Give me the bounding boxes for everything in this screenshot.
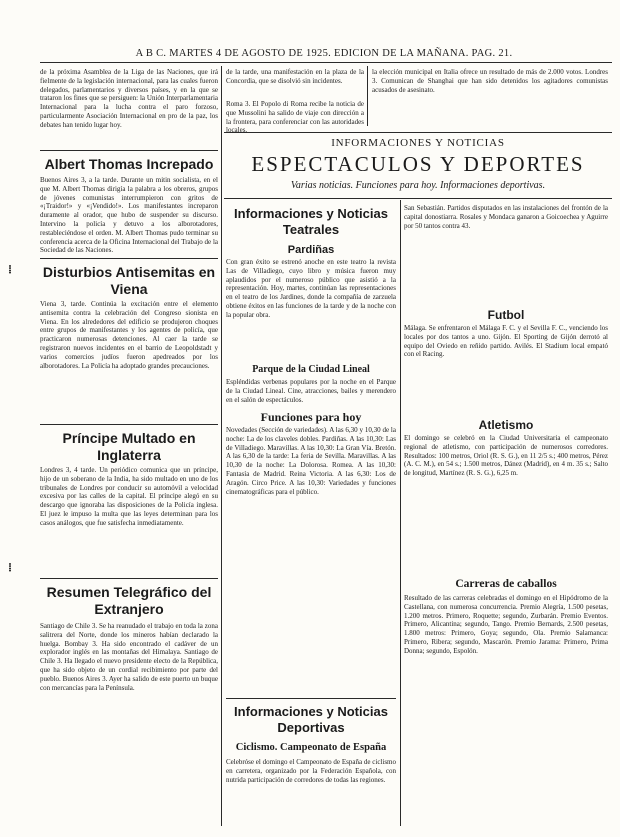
ciclismo-body: Celebróse el domingo el Campeonato de España de ciclismo en carretera, organizado por la Federación Española, con nutrida participación de corredores de todas las regiones. (226, 758, 396, 784)
subhead-pardinas: Pardiñas (287, 244, 335, 256)
atletismo-body: El domingo se celebró en la Ciudad Universitaria el campeonato regional de atletismo, con participación de numerosos corredores. Resultados: 100 metros, Oriol (R. S. G.), en 11 2/5 s.; 400 metros, Pérez (A. C. M.), en 54 s.; 1.500 metros, Dánez (Madrid), en 4 m. 35 s.; Salto de longitud, Martínez (R. S. G.), 6,25 m. (404, 434, 608, 478)
margin-mark: ⁞ (8, 262, 12, 276)
pardinas-body: Con gran éxito se estrenó anoche en este teatro la revista Las de Villadiego, cuyo libro y música fueron muy aplaudidos por el numeroso público que asistió a la representación. Hoy, martes, continúan las representaciones en el teatro de los Jardines, donde la compañía de zarzuela obtiene éxitos en las funciones de la tarde y de la noche con la popular obra. (226, 258, 396, 319)
margin-mark: ⁞ (8, 560, 12, 574)
subhead-atletismo: Atletismo (478, 418, 534, 432)
rule (40, 258, 218, 259)
headline-thomas: Albert Thomas Increpado (44, 156, 214, 172)
subhead-funciones: Funciones para hoy (260, 410, 362, 424)
caballos-body: Resultado de las carreras celebradas el domingo en el Hipódromo de la Castellana, con numerosa concurrencia. Premio Alegría, 1.500 pesetas, 1.200 metros. Primero, Roquette; segundo, Zurbarán. Premio Eventos. Primero, Alicantina; segundo, Tango. Premio Bernards, 2.500 pesetas, 1.800 metros: Primero, Goya; segundo, Ola. Premio Salamanca: Primero, Ribera; segundo, Mascarón. Premio Jarama: Primero, Prima Donna; segundo, Espolón. (404, 594, 608, 655)
futbol-body: Málaga. Se enfrentaron el Málaga F. C. y el Sevilla F. C., venciendo los locales por dos tantos a uno. Gijón. El Sporting de Gijón derrotó al equipo del Oviedo en reñido partido. Avilés. El Stadium local empató con el Racing. (404, 324, 608, 359)
col2-top-left: de la tarde, una manifestación en la plaza de la Concordia, que se disolvió sin incidentes. (226, 68, 364, 85)
thomas-body: Buenos Aires 3, a la tarde. Durante un mitin socialista, en el que M. Albert Thomas dirigía la palabra a los obreros, grupos de jóvenes comunistas interrumpieron con gritos de «¡Traidor!» y «¡Vendido!». Los manifestantes increparon duramente al orador, que hubo de suspender su discurso. Intervino la policía y detuvo a los alborotadores, restableciéndose el orden. M. Albert Thomas pudo terminar su conferencia acerca de la Oficina Internacional del Trabajo de la Sociedad de las Naciones. (40, 176, 218, 255)
headline-viena: Disturbios Antisemitas en Viena (42, 264, 216, 297)
col2-top-right: Roma 3. El Popolo di Roma recibe la noticia de que Mussolini ha salido de viaje con dirección a la frontera, para conferenciar con las autoridades locales. (226, 100, 364, 135)
header-rule (40, 62, 612, 63)
column-divider (367, 66, 368, 126)
headline-teatrales: Informaciones y Noticias Teatrales (234, 206, 388, 237)
col1-intro: de la próxima Asamblea de la Liga de las Naciones, que irá fielmente de la legislación internacional, para las cuales fueron delegados, parlamentarios y diversos países, y en la que se trataron los fines que se persiguen: la Unión Interparlamentaria Internacional para la lucha contra el paro forzoso, particularmente Asociación Internacional en pro de la paz, los debates han tenido lugar hoy. (40, 68, 218, 129)
resumen-body: Santiago de Chile 3. Se ha reanudado el trabajo en toda la zona salitrera del Norte, donde los mineros habían declarado la huelga. Bombay 3. Ha sido encontrado el cadáver de un explorador inglés en las montañas del Himalaya. Santiago de Chile 3. Ha llegado el nuevo presidente electo de la República, que ha sido objeto de un cordial recibimiento por parte del pueblo. Buenos Aires 3. Ayer ha salido de este puerto un buque con mercancías para la Península. (40, 622, 218, 692)
section-subtitle: Varias noticias. Funciones para hoy. Informaciones deportivas. (290, 180, 546, 191)
rule (40, 424, 218, 425)
headline-deportivas: Informaciones y Noticias Deportivas (234, 704, 388, 735)
column-divider (400, 200, 401, 826)
col3-top: la elección municipal en Italia ofrece un resultado de más de 2.000 votos. Londres 3. Comunican de Shanghai que han sido detenidos los agitadores comunistas acusados de asesinato. (372, 68, 608, 94)
col3-intro: San Sebastián. Partidos disputados en las instalaciones del frontón de la capital donostiarra. Rosales y Mondaca ganaron a Goicoechea y Aguirre por 50 tantos contra 43. (404, 204, 608, 230)
subhead-ciclismo: Ciclismo. Campeonato de España (235, 742, 387, 753)
principe-body: Londres 3, 4 tarde. Un periódico comunica que un príncipe, hijo de un soberano de la India, ha sido multado en uno de los tribunales de Londres por conducir su automóvil a velocidad excesiva por las calles de la capital. El príncipe alegó en su descargo que ignoraba las disposiciones de la Policía inglesa. El juez le impuso la multa que las leyes determinan para los casos análogos, que fue satisfecha inmediatamente. (40, 466, 218, 527)
page-header: A B C. MARTES 4 DE AGOSTO DE 1925. EDICION DE LA MAÑANA. PAG. 21. (135, 48, 513, 59)
parque-body: Espléndidas verbenas populares por la noche en el Parque de la Ciudad Lineal. Cine, atracciones, bailes y merendero en el salón de espectáculos. (226, 378, 396, 404)
headline-principe: Príncipe Multado en Inglaterra (62, 430, 196, 463)
viena-body: Viena 3, tarde. Continúa la excitación entre el elemento antisemita contra la celebración del Congreso sionista en Viena. En los alrededores del edificio se produjeron choques entre grupos de manifestantes y los agentes de policía, que practicaron numerosas detenciones. Al caer la tarde se registraron nuevos incidentes en el barrio de Leopoldstadt y varios comercios judíos fueron apedreados por los alborotadores. La Policía ha adoptado grandes precauciones. (40, 300, 218, 370)
subhead-parque: Parque de la Ciudad Lineal (252, 364, 370, 375)
subhead-caballos: Carreras de caballos (455, 578, 557, 590)
funciones-body: Novedades (Sección de variedades). A las 6,30 y 10,30 de la noche: La de los claveles dobles. Pardiñas. A las 10,30: Las de Villadiego. Maravillas. A las 10,30: La Gran Vía. Bretón. A las 6,30 de la tarde: La feria de Sevilla. Maravillas. A las 10,30 de la noche: La Dolorosa. Romea. A las 10,30: Fantasía de Madrid. Reina Victoria. A las 6,30: Los de Aragón. Circo Price. A las 10,30: Variedades y funciones cinematográficas para el público. (226, 426, 396, 496)
headline-resumen: Resumen Telegráfico del Extranjero (46, 584, 212, 617)
column-divider (221, 66, 222, 826)
section-label: INFORMACIONES Y NOTICIAS (331, 137, 505, 149)
section-rule (224, 132, 612, 133)
rule (40, 150, 218, 151)
rule (226, 698, 396, 699)
section-rule (224, 198, 612, 199)
section-title: ESPECTACULOS Y DEPORTES (251, 152, 585, 176)
subhead-futbol: Futbol (487, 308, 525, 322)
rule (40, 578, 218, 579)
